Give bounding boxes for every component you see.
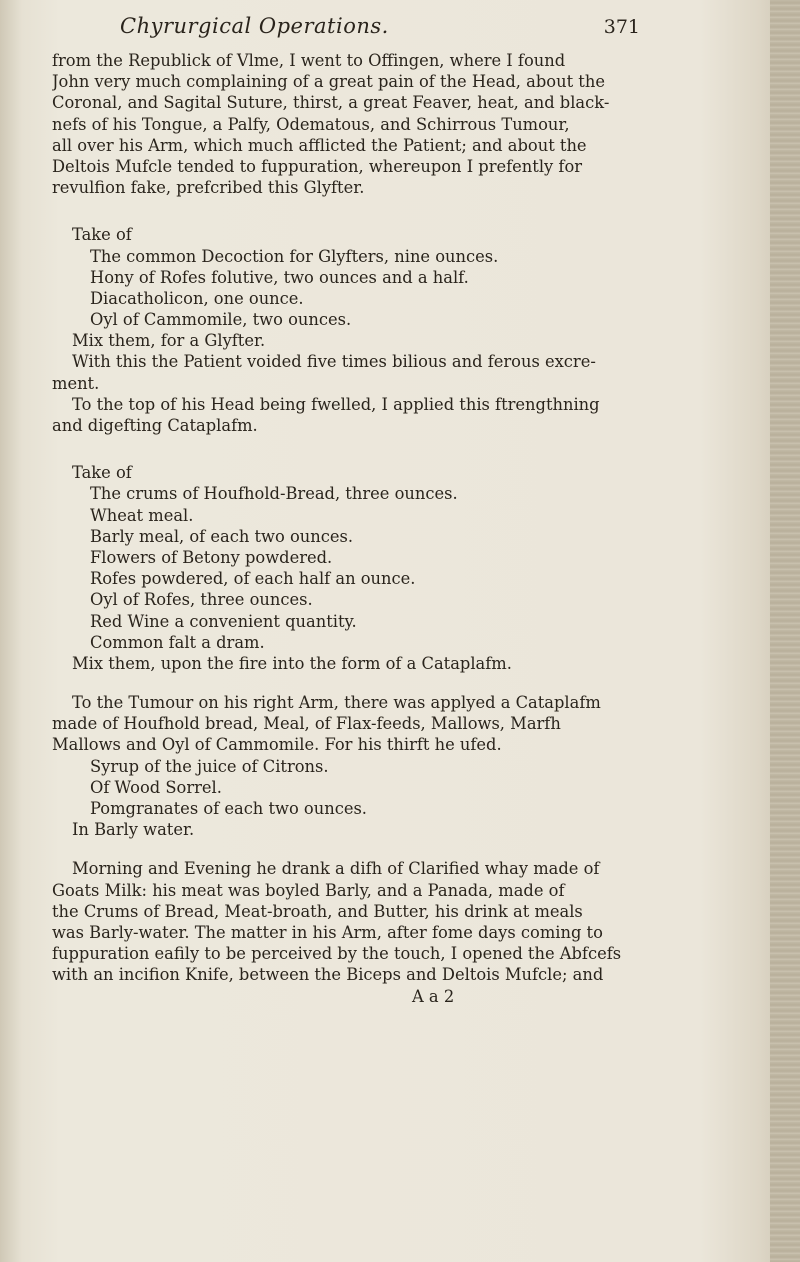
- recipe-thirst: [52, 756, 742, 841]
- recipe-item: Red Wine a convenient quantity.: [90, 611, 357, 631]
- recipe-mix: Mix them, for a Glyfter.: [72, 331, 266, 351]
- text-line: all over his Arm, which much afflicted the Patient; and about the: [52, 135, 587, 155]
- recipe-glyster: [52, 224, 742, 351]
- page-header: [120, 14, 640, 44]
- recipe-cataplasm: [52, 462, 742, 674]
- text-line: fuppuration eafily to be perceived by the touch, I opened the Abfcefs: [52, 944, 622, 964]
- text-line: nefs of his Tongue, a Palfy, Odematous, and Schirrous Tumour,: [52, 114, 570, 134]
- recipe-mix: Mix them, upon the fire into the form of a Cataplafm.: [72, 653, 512, 673]
- text-line: with an incifion Knife, between the Biceps and Deltois Mufcle; and: [52, 965, 604, 985]
- text-line: Goats Milk: his meat was boyled Barly, and a Panada, made of: [52, 880, 565, 900]
- text-line: the Crums of Bread, Meat-broath, and Butter, his drink at meals: [52, 901, 583, 921]
- recipe-item: Syrup of the juice of Citrons.: [90, 756, 329, 776]
- text-line: To the top of his Head being fwelled, I applied this ftrengthning: [72, 394, 600, 414]
- text-line: Morning and Evening he drank a difh of Clarified whay made of: [72, 859, 600, 879]
- text-line: Mallows and Oyl of Cammomile. For his thirft he ufed.: [52, 735, 502, 755]
- text-line: and digefting Cataplafm.: [52, 416, 258, 435]
- text-line: To the Tumour on his right Arm, there was applyed a Cataplafm: [72, 693, 601, 713]
- paragraph-2: [52, 351, 742, 436]
- recipe-intro: Take of: [72, 225, 132, 245]
- recipe-item: The common Decoction for Glyfters, nine ounces.: [90, 246, 499, 266]
- text-line: revulfion fake, prefcribed this Glyfter.: [52, 178, 365, 198]
- recipe-intro: Take of: [72, 463, 132, 483]
- recipe-item: In Barly water.: [72, 820, 195, 840]
- recipe-item: The crums of Houfhold-Bread, three ounces.: [90, 484, 458, 504]
- recipe-item: Rofes powdered, of each half an ounce.: [90, 569, 416, 589]
- running-head: Chyrurgical Operations.: [120, 14, 389, 38]
- page-number: 371: [603, 16, 640, 38]
- signature-mark: A a 2: [412, 986, 455, 1006]
- recipe-item: Of Wood Sorrel.: [90, 777, 222, 797]
- text-line: With this the Patient voided five times bilious and ferous excre-: [72, 352, 596, 372]
- paragraph-1: [52, 50, 742, 198]
- text-line: Deltois Mufcle tended to fuppuration, whereupon I prefently for: [52, 156, 583, 176]
- text-line: John very much complaining of a great pain of the Head, about the: [52, 72, 605, 92]
- text-line: Coronal, and Sagital Suture, thirst, a great Feaver, heat, and black-: [52, 93, 610, 113]
- recipe-item: Pomgranates of each two ounces.: [90, 799, 367, 818]
- recipe-item: Barly meal, of each two ounces.: [90, 526, 354, 546]
- paragraph-4: [52, 858, 742, 985]
- recipe-item: Oyl of Cammomile, two ounces.: [90, 310, 352, 330]
- text-line: from the Republick of Vlme, I went to Offingen, where I found: [52, 51, 566, 70]
- recipe-item: Flowers of Betony powdered.: [90, 547, 333, 567]
- text-line: ment.: [52, 373, 100, 393]
- recipe-item: Wheat meal.: [90, 505, 194, 525]
- text-line: made of Houfhold bread, Meal, of Flax-feeds, Mallows, Marfh: [52, 714, 561, 734]
- recipe-item: Hony of Rofes folutive, two ounces and a half.: [90, 267, 469, 287]
- page-edge: [770, 0, 800, 1262]
- recipe-item: Diacatholicon, one ounce.: [90, 288, 304, 308]
- paragraph-3: [52, 692, 742, 756]
- recipe-item: Common falt a dram.: [90, 632, 265, 652]
- page-body: [52, 50, 742, 1007]
- text-line: was Barly-water. The matter in his Arm, after fome days coming to: [52, 922, 603, 942]
- recipe-item: Oyl of Rofes, three ounces.: [90, 590, 313, 610]
